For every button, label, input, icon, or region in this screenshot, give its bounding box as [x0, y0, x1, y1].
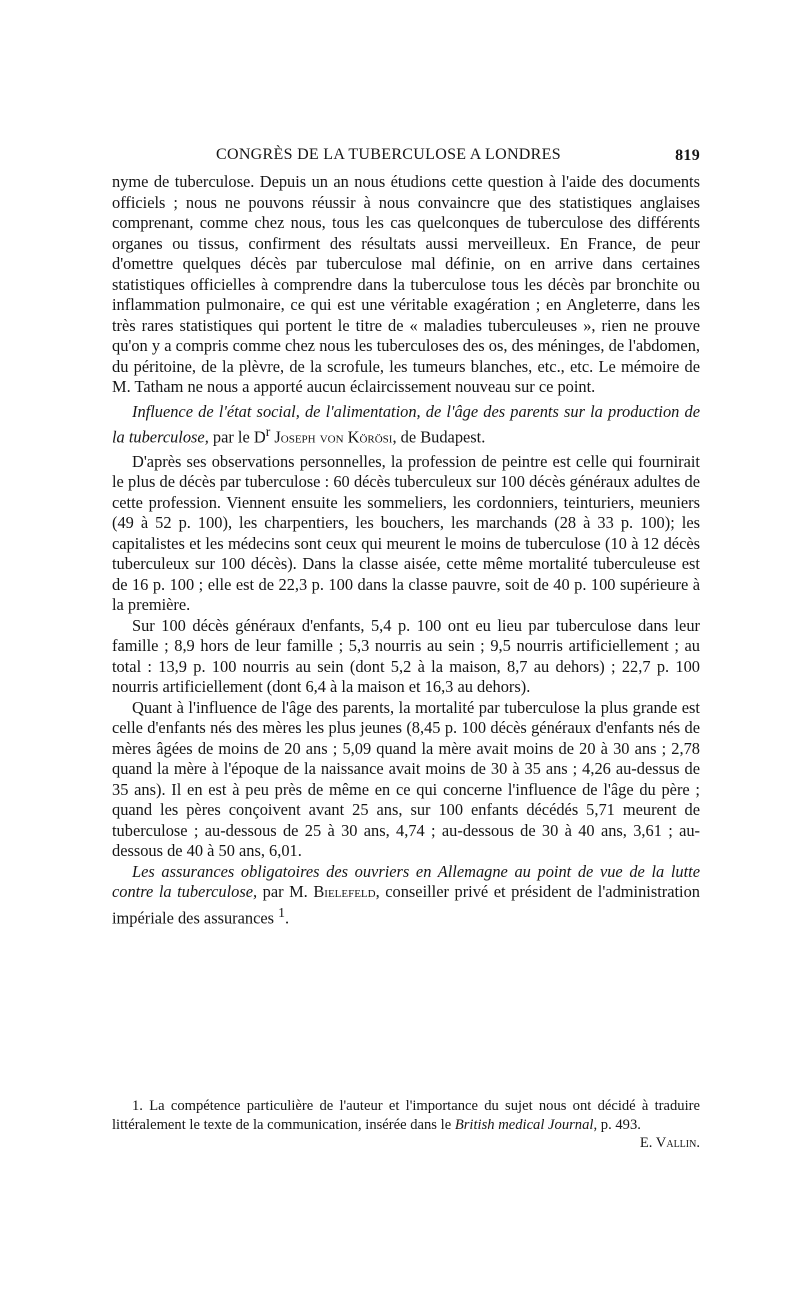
byline-suffix: , de Budapest. — [392, 427, 486, 447]
byline-superscript: r — [265, 424, 271, 439]
section-title-bielefeld: Les assurances obligatoires des ouvriers en Allemagne au point de vue de la lutte contre la tuberculose, — [112, 861, 700, 902]
byline-suffix-2: , conseiller privé et président de l'administration impériale des assurances — [112, 882, 700, 928]
footnote-paragraph — [112, 1097, 700, 1151]
byline-prefix-2: par M. — [257, 882, 314, 902]
section-heading-korosi — [112, 402, 700, 448]
section-title-korosi: Influence de l'état social, de l'alimentation, de l'âge des parents sur la production de la tuberculose, — [112, 401, 700, 447]
paragraph-continued: nyme de tuberculose. Depuis un an nous étudions cette question à l'aide des documents officiels ; nous ne pouvons réussir à nous convaincre que des statistiques anglaises comprenant, comme chez nous, tous les cas quelconques de tuberculose des différents organes ou tissus, confirment des résultats aussi merveilleux. En France, de peur d'omettre quelques décès par tuberculose mal définie, on en arrive dans certaines statistiques officielles à comprendre dans la tuberculose tous les décès par bronchite ou inflammation pulmonaire, ce qui est une véritable exagération ; en Angleterre, dans les très rares statistiques qui portent le titre de « maladies tuberculeuses », rien ne prouve qu'on y a compris comme chez nous les tuberculoses des os, des méninges, de l'abdomen, du péritoine, de la plèvre, de la scrofule, les tumeurs blanches, etc., etc. Le mémoire de M. Tatham ne nous a apporté aucun éclaircissement nouveau sur ce point. — [112, 172, 700, 396]
footnote-number: 1. — [132, 1098, 143, 1114]
sentence-end: . — [284, 908, 290, 928]
body-text — [112, 172, 700, 929]
journal-title: British medical Journal — [454, 1116, 594, 1133]
page-header — [112, 146, 700, 168]
author-name-korosi: Joseph von Körösi — [274, 427, 393, 447]
paragraph-children: Sur 100 décès généraux d'enfants, 5,4 p. 100 ont eu lieu par tuberculose dans leur famille ; 8,9 hors de leur famille ; 5,3 nourris au sein ; 9,5 nourris artificiellement ; au total : 13,9 p. 100 nourris au sein (dont 5,2 à la maison, 8,7 au dehors) ; 22,7 p. 100 nourris artificiellement (dont 6,4 à la maison et 16,3 au dehors). — [112, 615, 700, 697]
footnote-text: La compétence particulière de l'auteur et l'importance du sujet nous ont décidé à traduire littéralement le texte de la communication, insérée dans le — [112, 1098, 700, 1133]
section-heading-bielefeld — [112, 862, 700, 929]
paragraph-parents-age: Quant à l'influence de l'âge des parents, la mortalité par tuberculose la plus grande est celle d'enfants nés des mères les plus jeunes (8,45 p. 100 décès généraux d'enfants nés de mères âgées de moins de 20 ans ; 5,09 quand la mère avait moins de 20 à 30 ans ; 2,78 quand la mère à l'époque de la naissance avait moins de 30 à 35 ans ; 4,26 au-dessus de 35 ans). Il en est à peu près de même en ce qui concerne l'influence de l'âge du père ; quand les pères conçoivent avant 25 ans, sur 100 enfants décédés 5,71 meurent de tuberculose ; au-dessous de 25 à 30 ans, 4,74 ; au-dessous de 30 à 40 ans, 3,61 ; au-dessous de 40 à 50 ans, 6,01. — [112, 697, 700, 861]
paragraph-professions: D'après ses observations personnelles, la profession de peintre est celle qui fournirait le plus de décès par tuberculose : 60 décès tuberculeux sur 100 décès généraux adultes de cette profession. Viennent ensuite les sommeliers, les cordonniers, teinturiers, meuniers (49 à 52 p. 100), les charpentiers, les bouchers, les marchands (28 à 33 p. 100); les capitalistes et les médecins sont ceux qui meurent le moins de tuberculose (10 à 12 décès tuberculeux sur 100 décès). Dans la classe aisée, cette même mortalité tuberculeuse est de 16 p. 100 ; elle est de 22,3 p. 100 dans la classe pauvre, soit de 40 p. 100 supérieure à la première. — [112, 451, 700, 615]
footnote — [112, 1097, 700, 1153]
running-title: CONGRÈS DE LA TUBERCULOSE A LONDRES — [216, 146, 561, 163]
byline-prefix: par le D — [208, 427, 266, 447]
author-name-bielefeld: Bielefeld — [313, 882, 376, 902]
footnote-signature: E. Vallin. — [639, 1135, 700, 1151]
page-number: 819 — [675, 147, 700, 164]
footnote-reference: 1 — [278, 904, 285, 920]
footnote-text-end: , p. 493. — [593, 1116, 641, 1133]
